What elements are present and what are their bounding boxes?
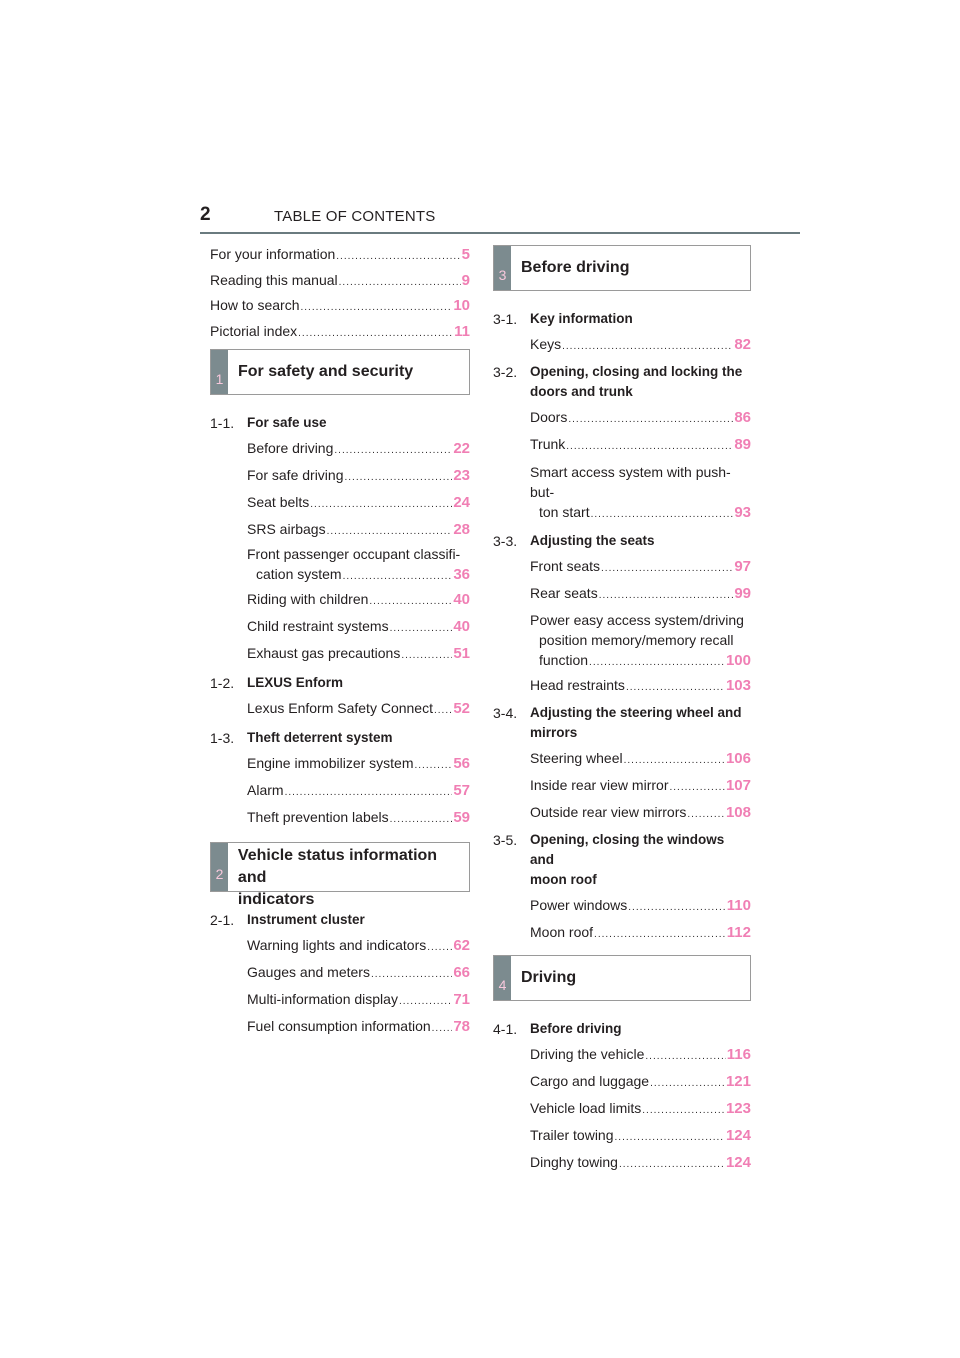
toc-entry[interactable]: Before driving ..... 22	[247, 436, 470, 463]
toc-entry[interactable]: Trailer towing ..... 124	[530, 1123, 751, 1150]
toc-entry[interactable]: Riding with children ..... 40	[247, 587, 470, 614]
chapter-title: Vehicle status information and indicators	[237, 847, 438, 909]
toc-entry[interactable]: Multi-information display ..... 71	[247, 987, 470, 1014]
section-items	[493, 554, 751, 700]
toc-entry[interactable]: Moon roof ..... 112	[530, 920, 751, 947]
section-items	[210, 436, 470, 668]
toc-entry[interactable]: Exhaust gas precautions ..... 51	[247, 641, 470, 668]
section-header[interactable]: 3-4. Adjusting the steering wheel and mirrors	[493, 705, 742, 740]
toc-entry[interactable]: Trunk ..... 89	[530, 432, 751, 459]
toc-entry[interactable]: Smart access system with push-but- ton start ..... 93	[530, 462, 751, 525]
section-items	[210, 696, 470, 723]
toc-entry[interactable]: Warning lights and indicators ..... 62	[247, 933, 470, 960]
toc-entry[interactable]: Alarm ..... 57	[247, 778, 470, 805]
section-header[interactable]: 1-3. Theft deterrent system	[210, 730, 393, 747]
section-header[interactable]: 3-5. Opening, closing the windows and moon roof	[493, 832, 725, 887]
chapter-4-header[interactable]	[493, 955, 751, 1001]
toc-entry[interactable]: Dinghy towing ..... 124	[530, 1150, 751, 1177]
toc-left-column	[210, 243, 470, 1041]
toc-entry[interactable]: Rear seats ..... 99	[530, 581, 751, 608]
toc-entry[interactable]: Front passenger occupant classifi- cation system ..... 36	[247, 544, 470, 587]
header-rule	[200, 232, 800, 234]
chapter-number: 1	[211, 350, 228, 394]
chapter-title: Before driving	[521, 259, 630, 276]
toc-entry[interactable]: Theft prevention labels ..... 59	[247, 805, 470, 832]
chapter-title: For safety and security	[238, 363, 414, 381]
toc-entry[interactable]: Seat belts ..... 24	[247, 490, 470, 517]
section-items	[210, 933, 470, 1041]
section-header[interactable]: 3-2. Opening, closing and locking the doors and trunk	[493, 364, 743, 399]
toc-entry[interactable]: Outside rear view mirrors ..... 108	[530, 800, 751, 827]
section-items	[493, 893, 751, 947]
page-number: 2	[200, 204, 211, 225]
toc-entry[interactable]: Driving the vehicle ..... 116	[530, 1042, 751, 1069]
page-title: TABLE OF CONTENTS	[274, 208, 436, 225]
toc-right-column	[493, 243, 751, 1177]
toc-entry[interactable]: SRS airbags ..... 28	[247, 517, 470, 544]
section-header[interactable]: 3-3. Adjusting the seats	[493, 533, 655, 549]
section-header[interactable]: 4-1. Before driving	[493, 1021, 622, 1037]
toc-entry[interactable]: Gauges and meters ..... 66	[247, 960, 470, 987]
toc-entry[interactable]: Reading this manual ..... 9	[210, 269, 470, 295]
toc-entry[interactable]: Vehicle load limits ..... 123	[530, 1096, 751, 1123]
chapter-1-header[interactable]	[210, 349, 470, 395]
intro-list	[210, 243, 470, 345]
toc-entry[interactable]: Head restraints ..... 103	[530, 673, 751, 700]
chapter-title: Driving	[521, 969, 577, 986]
toc-entry[interactable]: Front seats ..... 97	[530, 554, 751, 581]
chapter-2-header[interactable]	[210, 842, 470, 909]
toc-entry[interactable]: Keys ..... 82	[530, 332, 751, 359]
section-items	[210, 751, 470, 832]
toc-entry[interactable]: Inside rear view mirror ..... 107	[530, 773, 751, 800]
toc-entry[interactable]: Child restraint systems ..... 40	[247, 614, 470, 641]
chapter-number: 3	[494, 246, 511, 290]
toc-entry[interactable]: Steering wheel ..... 106	[530, 746, 751, 773]
toc-entry[interactable]: Pictorial index ..... 11	[210, 320, 470, 346]
section-header[interactable]: 1-2. LEXUS Enform	[210, 675, 344, 692]
toc-entry[interactable]: Cargo and luggage ..... 121	[530, 1069, 751, 1096]
section-items	[493, 746, 751, 827]
toc-entry[interactable]: For safe driving ..... 23	[247, 463, 470, 490]
section-items	[493, 405, 751, 525]
toc-entry[interactable]: Power windows ..... 110	[530, 893, 751, 920]
toc-entry[interactable]: Lexus Enform Safety Connect ..... 52	[247, 696, 470, 723]
section-items	[493, 1042, 751, 1177]
toc-entry[interactable]: Doors ..... 86	[530, 405, 751, 432]
chapter-3-header[interactable]	[493, 245, 751, 291]
chapter-number: 2	[211, 843, 228, 891]
toc-entry[interactable]: Fuel consumption information ..... 78	[247, 1014, 470, 1041]
section-header[interactable]: 2-1. Instrument cluster	[210, 912, 365, 929]
toc-entry[interactable]: Power easy access system/driving position memory/memory recall function ..... 100	[530, 610, 751, 673]
section-items	[493, 332, 751, 359]
toc-entry[interactable]: For your information ..... 5	[210, 243, 470, 269]
toc-entry[interactable]: Engine immobilizer system ..... 56	[247, 751, 470, 778]
section-header[interactable]: 1-1. For safe use	[210, 415, 327, 432]
toc-entry[interactable]: How to search ..... 10	[210, 294, 470, 320]
chapter-number: 4	[494, 956, 511, 1000]
section-header[interactable]: 3-1. Key information	[493, 311, 633, 327]
